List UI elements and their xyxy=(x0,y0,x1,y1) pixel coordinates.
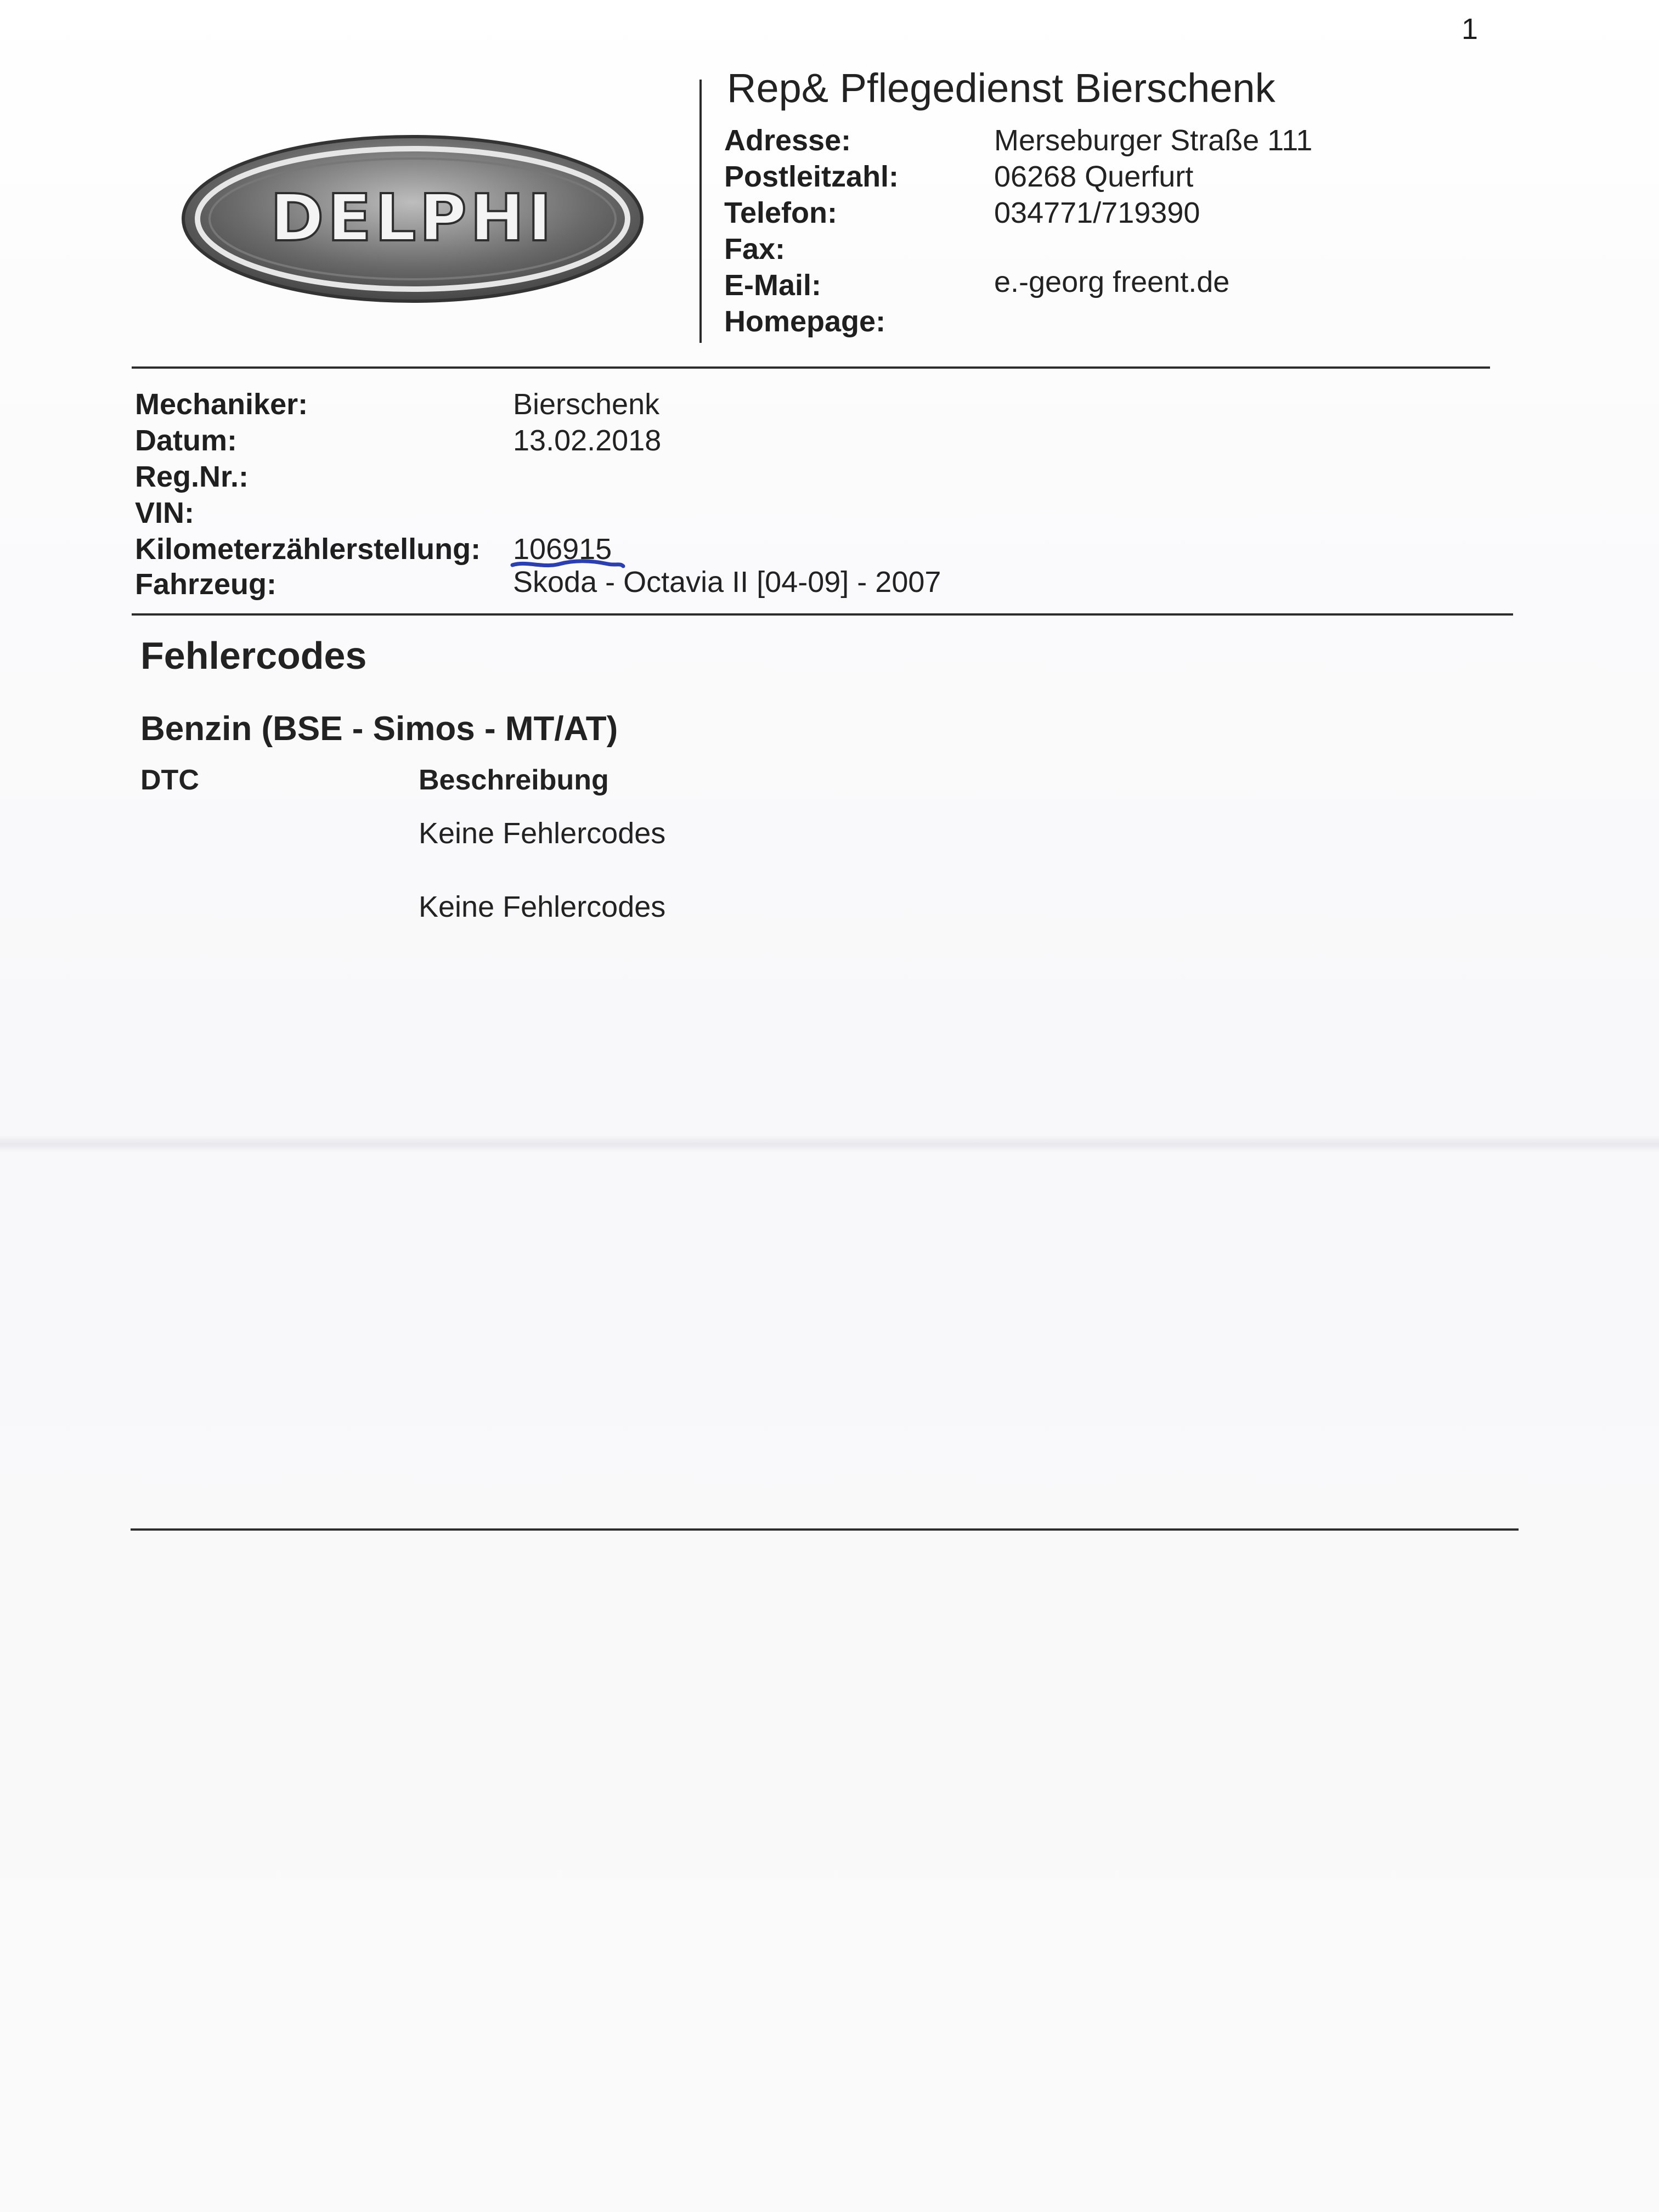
contact-label-postcode: Postleitzahl: xyxy=(724,160,899,193)
contact-label-phone: Telefon: xyxy=(724,196,837,229)
info-label-mechanic: Mechaniker: xyxy=(135,388,308,421)
page-number: 1 xyxy=(1462,13,1479,46)
contact-value-phone: 034771/719390 xyxy=(994,196,1200,229)
contact-value-email: e.-georg freent.de xyxy=(994,266,1230,298)
info-label-vin: VIN: xyxy=(135,496,194,529)
info-value-odometer: 106915 xyxy=(513,533,612,566)
company-name: Rep& Pflegedienst Bierschenk xyxy=(727,65,1276,111)
fault-entry: Keine Fehlercodes xyxy=(419,890,666,923)
info-value-vehicle: Skoda - Octavia II [04-09] - 2007 xyxy=(513,566,941,599)
system-title: Benzin (BSE - Simos - MT/AT) xyxy=(140,710,618,748)
header-divider xyxy=(699,80,702,343)
info-label-reg-nr: Reg.Nr.: xyxy=(135,460,249,493)
column-header-dtc: DTC xyxy=(140,764,199,796)
footer-rule xyxy=(131,1528,1519,1531)
contact-value-address: Merseburger Straße 111 xyxy=(994,124,1313,157)
svg-text:DELPHI: DELPHI xyxy=(270,180,555,256)
header-rule xyxy=(132,366,1490,369)
section-title-fault-codes: Fehlercodes xyxy=(140,634,367,677)
delphi-logo xyxy=(178,132,647,306)
contact-label-fax: Fax: xyxy=(724,233,786,266)
fault-entry: Keine Fehlercodes xyxy=(419,817,666,850)
info-rule xyxy=(132,613,1513,616)
contact-label-address: Adresse: xyxy=(724,124,851,157)
contact-label-homepage: Homepage: xyxy=(724,305,886,338)
info-value-mechanic: Bierschenk xyxy=(513,388,660,421)
contact-value-postcode: 06268 Querfurt xyxy=(994,160,1194,193)
info-label-odometer: Kilometerzählerstellung: xyxy=(135,533,481,566)
column-header-description: Beschreibung xyxy=(419,764,609,796)
info-value-date: 13.02.2018 xyxy=(513,424,662,457)
contact-label-email: E-Mail: xyxy=(724,269,822,302)
paper-crease xyxy=(0,1136,1659,1152)
info-label-vehicle: Fahrzeug: xyxy=(135,568,277,601)
info-label-date: Datum: xyxy=(135,424,237,457)
